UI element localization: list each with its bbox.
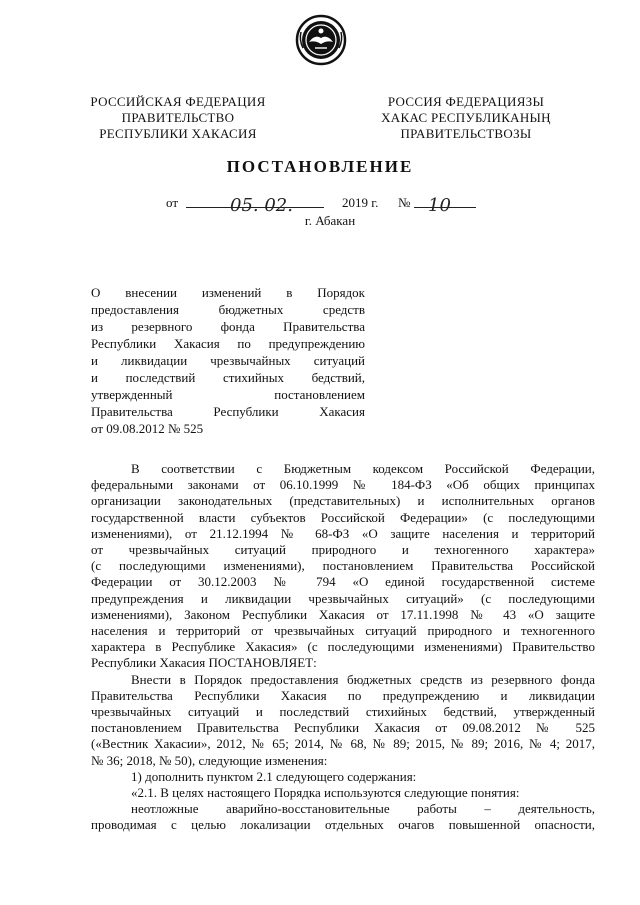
body-line: 1) дополнить пунктом 2.1 следующего содержания:	[131, 768, 417, 784]
body-line: характера в Республике Хакасия» (с последующими изменениями) Правительство	[91, 639, 595, 655]
body-line: («Вестник Хакасии», 2012, № 65; 2014, № 68, № 89; 2015, № 89; 2016, № 4; 2017,	[91, 736, 595, 752]
body-line: от чрезвычайных ситуаций природного и техногенного характера»	[91, 542, 595, 558]
body-line: изменениями), от 21.12.1994 № 68-ФЗ «О защите населения и территорий	[91, 525, 595, 541]
subject-block	[91, 284, 365, 437]
body-line: изменениями), Законом Республики Хакасия от 17.11.1998 № 43 «О защите	[91, 606, 595, 622]
coat-of-arms-emblem	[295, 14, 347, 66]
number-sign: №	[398, 195, 411, 210]
body-line: В соответствии с Бюджетным кодексом Российской Федерации,	[131, 461, 595, 476]
body-line: неотложные аварийно-восстановительные работы – деятельность,	[131, 801, 595, 817]
city-line: г. Абакан	[304, 213, 356, 228]
date-handwritten: 05. 02.	[230, 195, 293, 216]
body-line: проводимая с целью локализации отдельных очагов повышенной опасности,	[91, 817, 595, 833]
body-line: Республики Хакасия ПОСТАНОВЛЯЕТ:	[91, 655, 317, 671]
body-line: организации законодательных (представительных) и исполнительных органов	[91, 493, 595, 509]
number-handwritten: 10	[428, 195, 451, 216]
body-line: Внести в Порядок предоставления бюджетных средств из резервного фонда	[131, 671, 595, 687]
subject-line: О внесении изменений в Порядок	[91, 285, 365, 300]
body-line: (с последующими изменениями), постановлением Правительства Российской	[91, 558, 595, 574]
subject-line: из резервного фонда Правительства	[91, 319, 365, 334]
subject-line: утвержденный постановлением	[91, 387, 365, 402]
date-number-line	[160, 193, 490, 216]
date-prefix: от	[166, 195, 179, 210]
body-line: «2.1. В целях настоящего Порядка используются следующие понятия:	[131, 785, 520, 801]
subject-line: Республики Хакасия по предупреждению	[91, 336, 365, 351]
header-right-line: ПРАВИТЕЛЬСТВОЗЫ	[400, 126, 532, 141]
body-line: предупреждения и ликвидации чрезвычайных ситуаций» (с последующими	[91, 590, 595, 606]
body-line: населения и территорий от чрезвычайных ситуаций природного и техногенного	[91, 623, 595, 639]
body-line: чрезвычайных ситуаций и последствий стихийных бедствий, утвержденный	[91, 704, 595, 720]
body-text	[91, 461, 595, 834]
subject-line: Правительства Республики Хакасия	[91, 404, 365, 419]
body-line: государственной власти субъектов Российской Федерации» (с последующими	[91, 509, 595, 525]
subject-line: от 09.08.2012 № 525	[91, 421, 204, 436]
header-left-line: РОССИЙСКАЯ ФЕДЕРАЦИЯ	[90, 94, 266, 109]
body-line: постановлением Правительства Республики Хакасия от 09.08.2012 № 525	[91, 720, 595, 736]
header-right-line: РОССИЯ ФЕДЕРАЦИЯЗЫ	[387, 94, 545, 109]
body-line: федеральными законами от 06.10.1999 № 184-ФЗ «Об общих принципах	[91, 477, 595, 493]
year-text: 2019 г.	[342, 195, 379, 210]
document-title: ПОСТАНОВЛЕНИЕ	[226, 157, 414, 176]
header-left	[78, 94, 278, 142]
header-right-line: ХАКАС РЕСПУБЛИКАНЫҢ	[381, 110, 551, 125]
header-left-line: РЕСПУБЛИКИ ХАКАСИЯ	[99, 126, 257, 141]
body-line: № 36; 2018, № 50), следующие изменения:	[91, 752, 328, 768]
header-right	[366, 94, 566, 142]
body-line: Федерации от 30.12.2003 № 794 «О единой государственной системе	[91, 574, 595, 590]
body-line: Правительства Республики Хакасия по предупреждению и ликвидации	[91, 687, 595, 703]
header-left-line: ПРАВИТЕЛЬСТВО	[121, 110, 235, 125]
subject-line: и последствий стихийных бедствий,	[91, 370, 365, 385]
subject-line: и ликвидации чрезвычайных ситуаций	[91, 353, 365, 368]
subject-line: предоставления бюджетных средств	[91, 302, 365, 317]
